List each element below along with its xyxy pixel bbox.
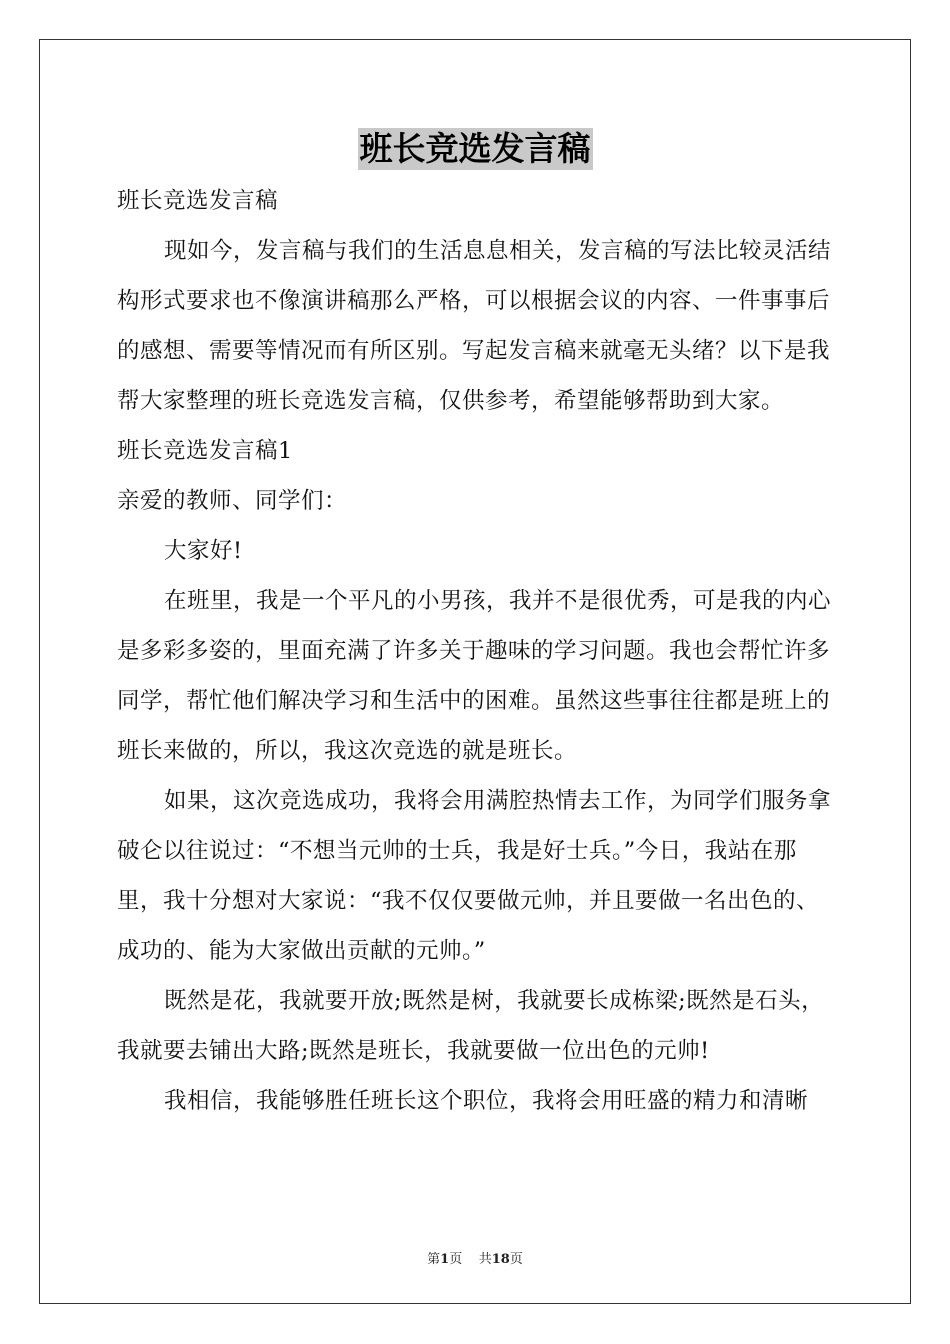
title-container <box>0 128 950 170</box>
total-pages: 18 <box>491 1252 510 1267</box>
document-body <box>117 176 835 1126</box>
paragraph: 在班里，我是一个平凡的小男孩，我并不是很优秀，可是我的内心是多彩多姿的，里面充满了许多关于趣味的学习问题。我也会帮忙许多同学，帮忙他们解决学习和生活中的困难。虽然这些事往往都是班上的班长来做的，所以，我这次竞选的就是班长。 <box>117 588 832 764</box>
paragraph: 班长竞选发言稿1 <box>117 438 293 464</box>
document-title: 班长竞选发言稿 <box>359 129 591 168</box>
paragraph: 既然是花，我就要开放;既然是树，我就要长成栋梁;既然是石头，我就要去铺出大路;既然是班长，我就要做一位出色的元帅! <box>117 988 825 1064</box>
page-suffix: 页 <box>449 1252 463 1267</box>
total-suffix: 页 <box>509 1252 523 1267</box>
paragraph: 现如今，发言稿与我们的生活息息相关，发言稿的写法比较灵活结构形式要求也不像演讲稿那么严格，可以根据会议的内容、一件事事后的感想、需要等情况而有所区别。写起发言稿来就毫无头绪？以下是我帮大家整理的班长竞选发言稿，仅供参考，希望能够帮助到大家。 <box>117 238 832 414</box>
paragraph: 我相信，我能够胜任班长这个职位，我将会用旺盛的精力和清晰 <box>164 1088 809 1114</box>
paragraph: 亲爱的教师、同学们： <box>117 488 348 514</box>
page-number: 1 <box>440 1252 450 1267</box>
page-prefix: 第 <box>427 1252 441 1267</box>
page-footer <box>0 1248 950 1267</box>
paragraph: 大家好! <box>164 538 243 564</box>
paragraph: 如果，这次竞选成功，我将会用满腔热情去工作，为同学们服务拿破仑以往说过：“不想当元帅的士兵，我是好士兵。”今日，我站在那里，我十分想对大家说：“我不仅仅要做元帅，并且要做一名出色的、成功的、能为大家做出贡献的元帅。” <box>117 788 832 964</box>
total-prefix: 共 <box>478 1252 492 1267</box>
paragraph: 班长竞选发言稿 <box>117 188 279 214</box>
